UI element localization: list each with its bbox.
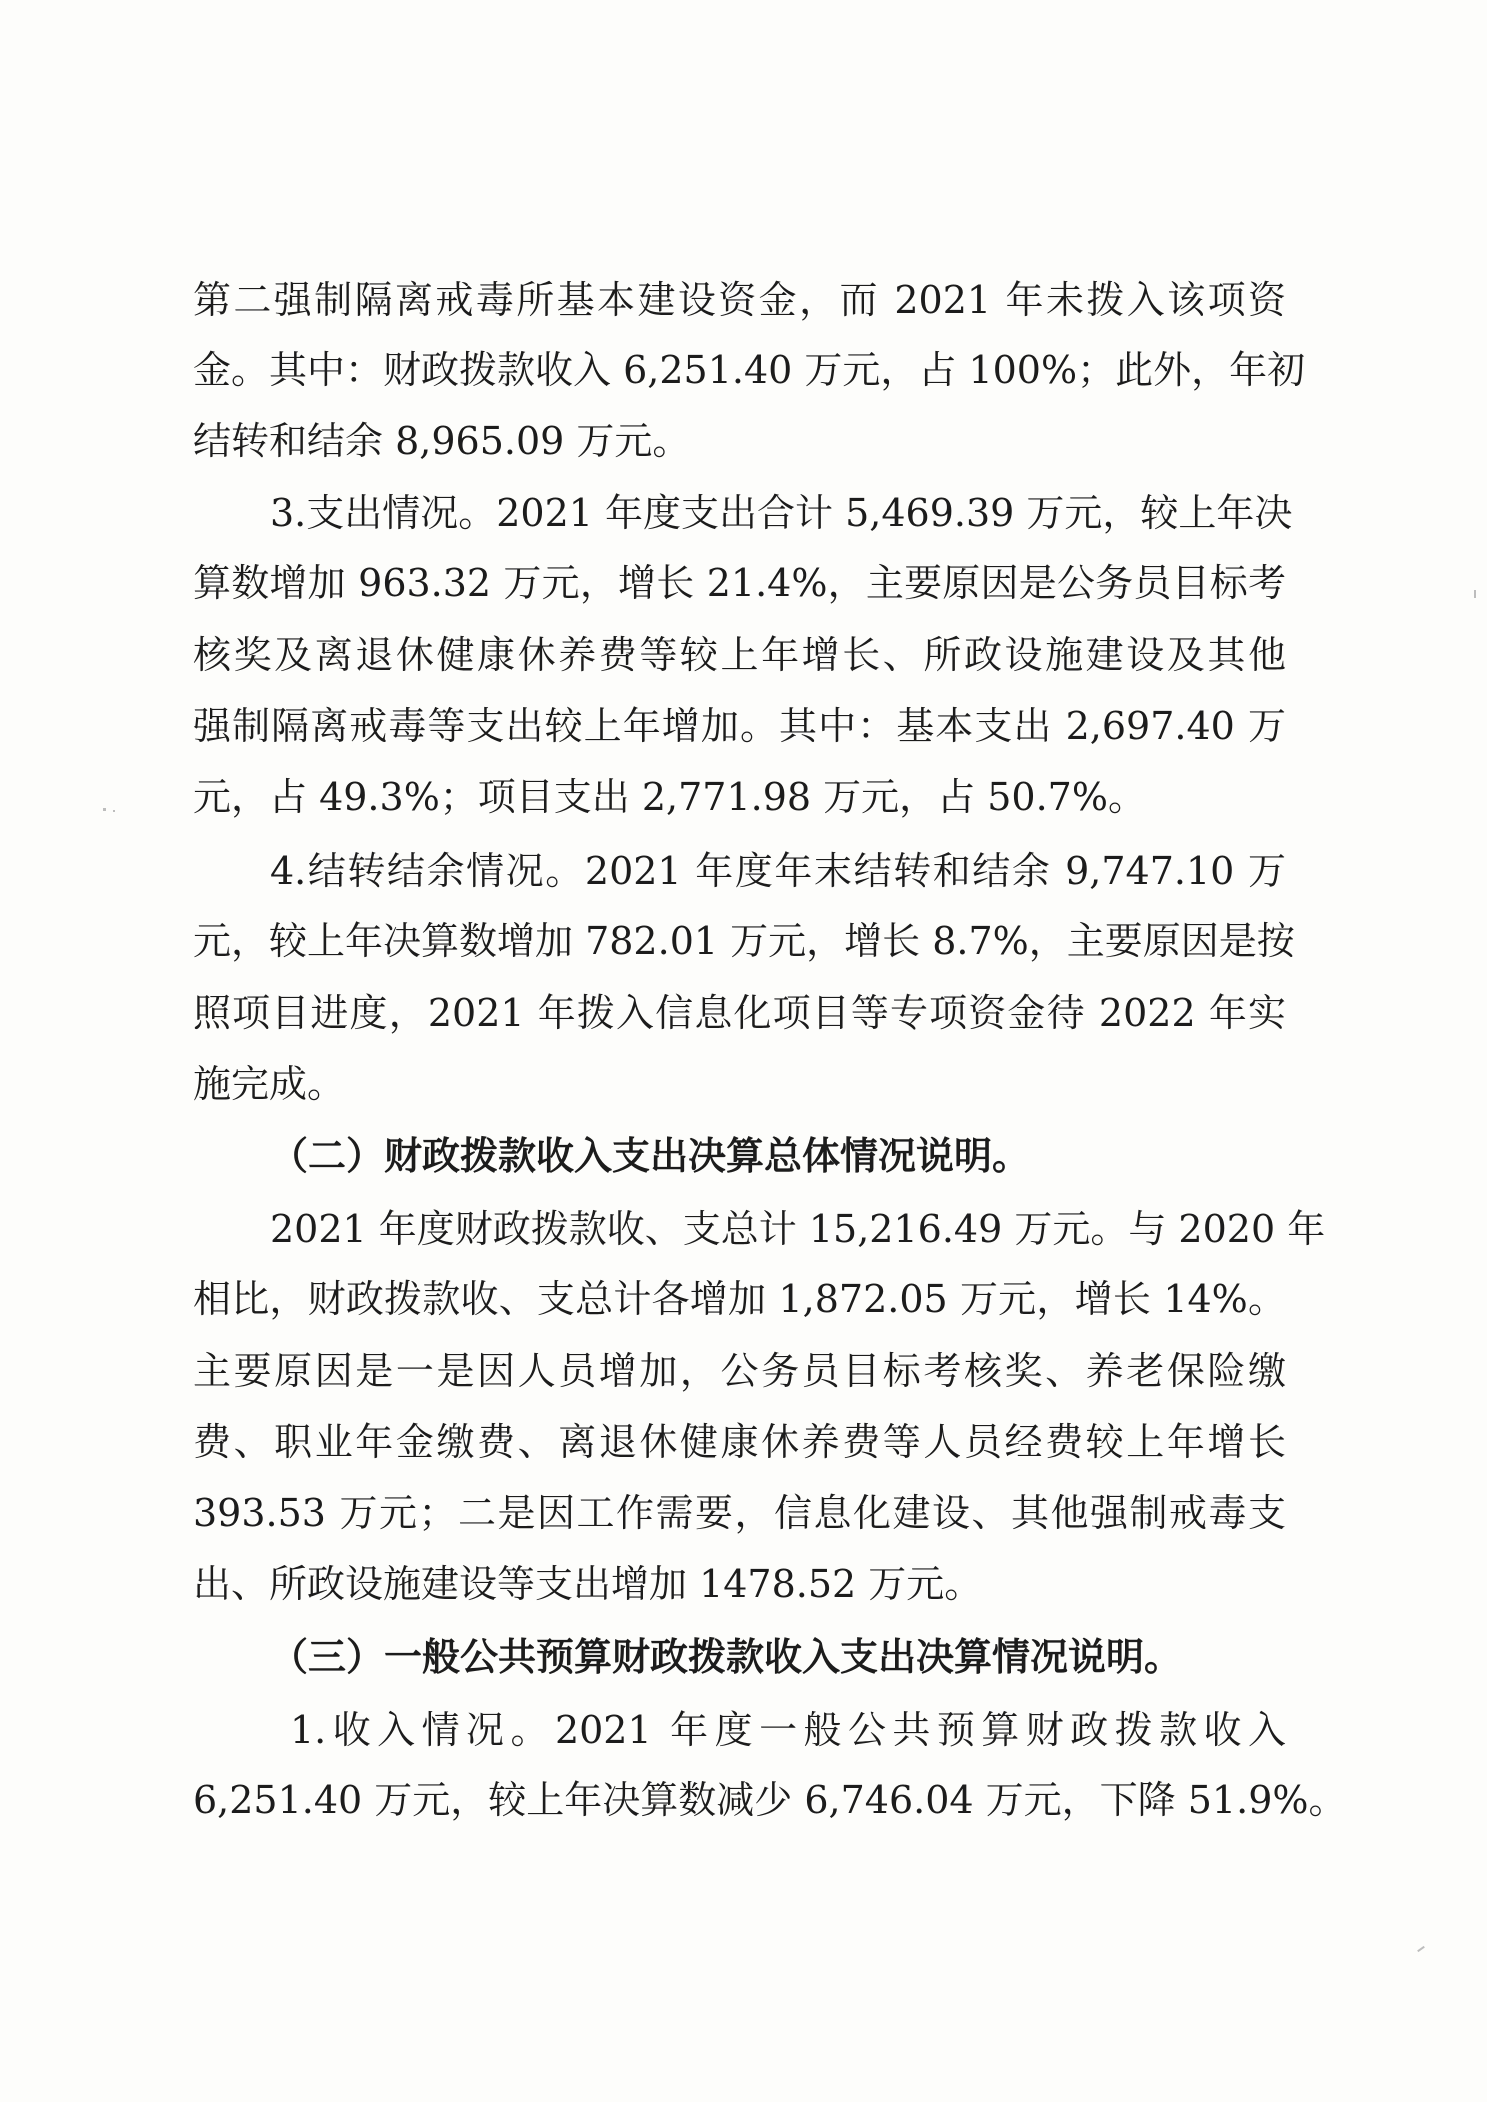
scan-speck [1474,590,1476,598]
scan-speck [103,808,106,811]
paragraph-line: 元，占 49.3%；项目支出 2,771.98 万元，占 50.7%。 [193,775,1146,819]
paragraph-line: 3.支出情况。2021 年度支出合计 5,469.39 万元，较上年决 [270,491,1293,535]
paragraph-line: 强制隔离戒毒等支出较上年增加。其中：基本支出 2,697.40 万 [193,704,1286,748]
section-heading: （三）一般公共预算财政拨款收入支出决算情况说明。 [270,1634,1183,1679]
paragraph-line: 元，较上年决算数增加 782.01 万元，增长 8.7%，主要原因是按 [193,919,1295,963]
paragraph-line: 照项目进度，2021 年拨入信息化项目等专项资金待 2022 年实 [193,991,1286,1035]
paragraph-line: 4.结转结余情况。2021 年度年末结转和结余 9,747.10 万 [270,849,1286,893]
paragraph-line: 金。其中：财政拨款收入 6,251.40 万元，占 100%；此外，年初 [193,348,1306,392]
paragraph-line: 出、所政设施建设等支出增加 1478.52 万元。 [193,1562,983,1606]
paragraph-line: 算数增加 963.32 万元，增长 21.4%，主要原因是公务员目标考 [193,561,1286,605]
paragraph-line: 第二强制隔离戒毒所基本建设资金，而 2021 年未拨入该项资 [193,278,1286,322]
scan-speck [113,810,115,812]
paragraph-line: 费、职业年金缴费、离退休健康休养费等人员经费较上年增长 [193,1420,1286,1464]
paragraph-line: 主要原因是一是因人员增加，公务员目标考核奖、养老保险缴 [193,1349,1286,1393]
paragraph-line: 施完成。 [193,1062,346,1106]
paragraph-line: 2021 年度财政拨款收、支总计 15,216.49 万元。与 2020 年 [270,1207,1326,1251]
paragraph-line: 1.收入情况。2021 年度一般公共预算财政拨款收入 [290,1708,1286,1752]
paragraph-line: 6,251.40 万元，较上年决算数减少 6,746.04 万元，下降 51.9%。 [193,1778,1347,1822]
paragraph-line: 相比，财政拨款收、支总计各增加 1,872.05 万元，增长 14%。 [193,1277,1286,1321]
paragraph-line: 393.53 万元；二是因工作需要，信息化建设、其他强制戒毒支 [193,1491,1286,1535]
section-heading: （二）财政拨款收入支出决算总体情况说明。 [270,1133,1031,1178]
scan-speck [1417,1946,1425,1952]
paragraph-line: 结转和结余 8,965.09 万元。 [193,419,691,463]
paragraph-line: 核奖及离退休健康休养费等较上年增长、所政设施建设及其他 [193,633,1286,677]
